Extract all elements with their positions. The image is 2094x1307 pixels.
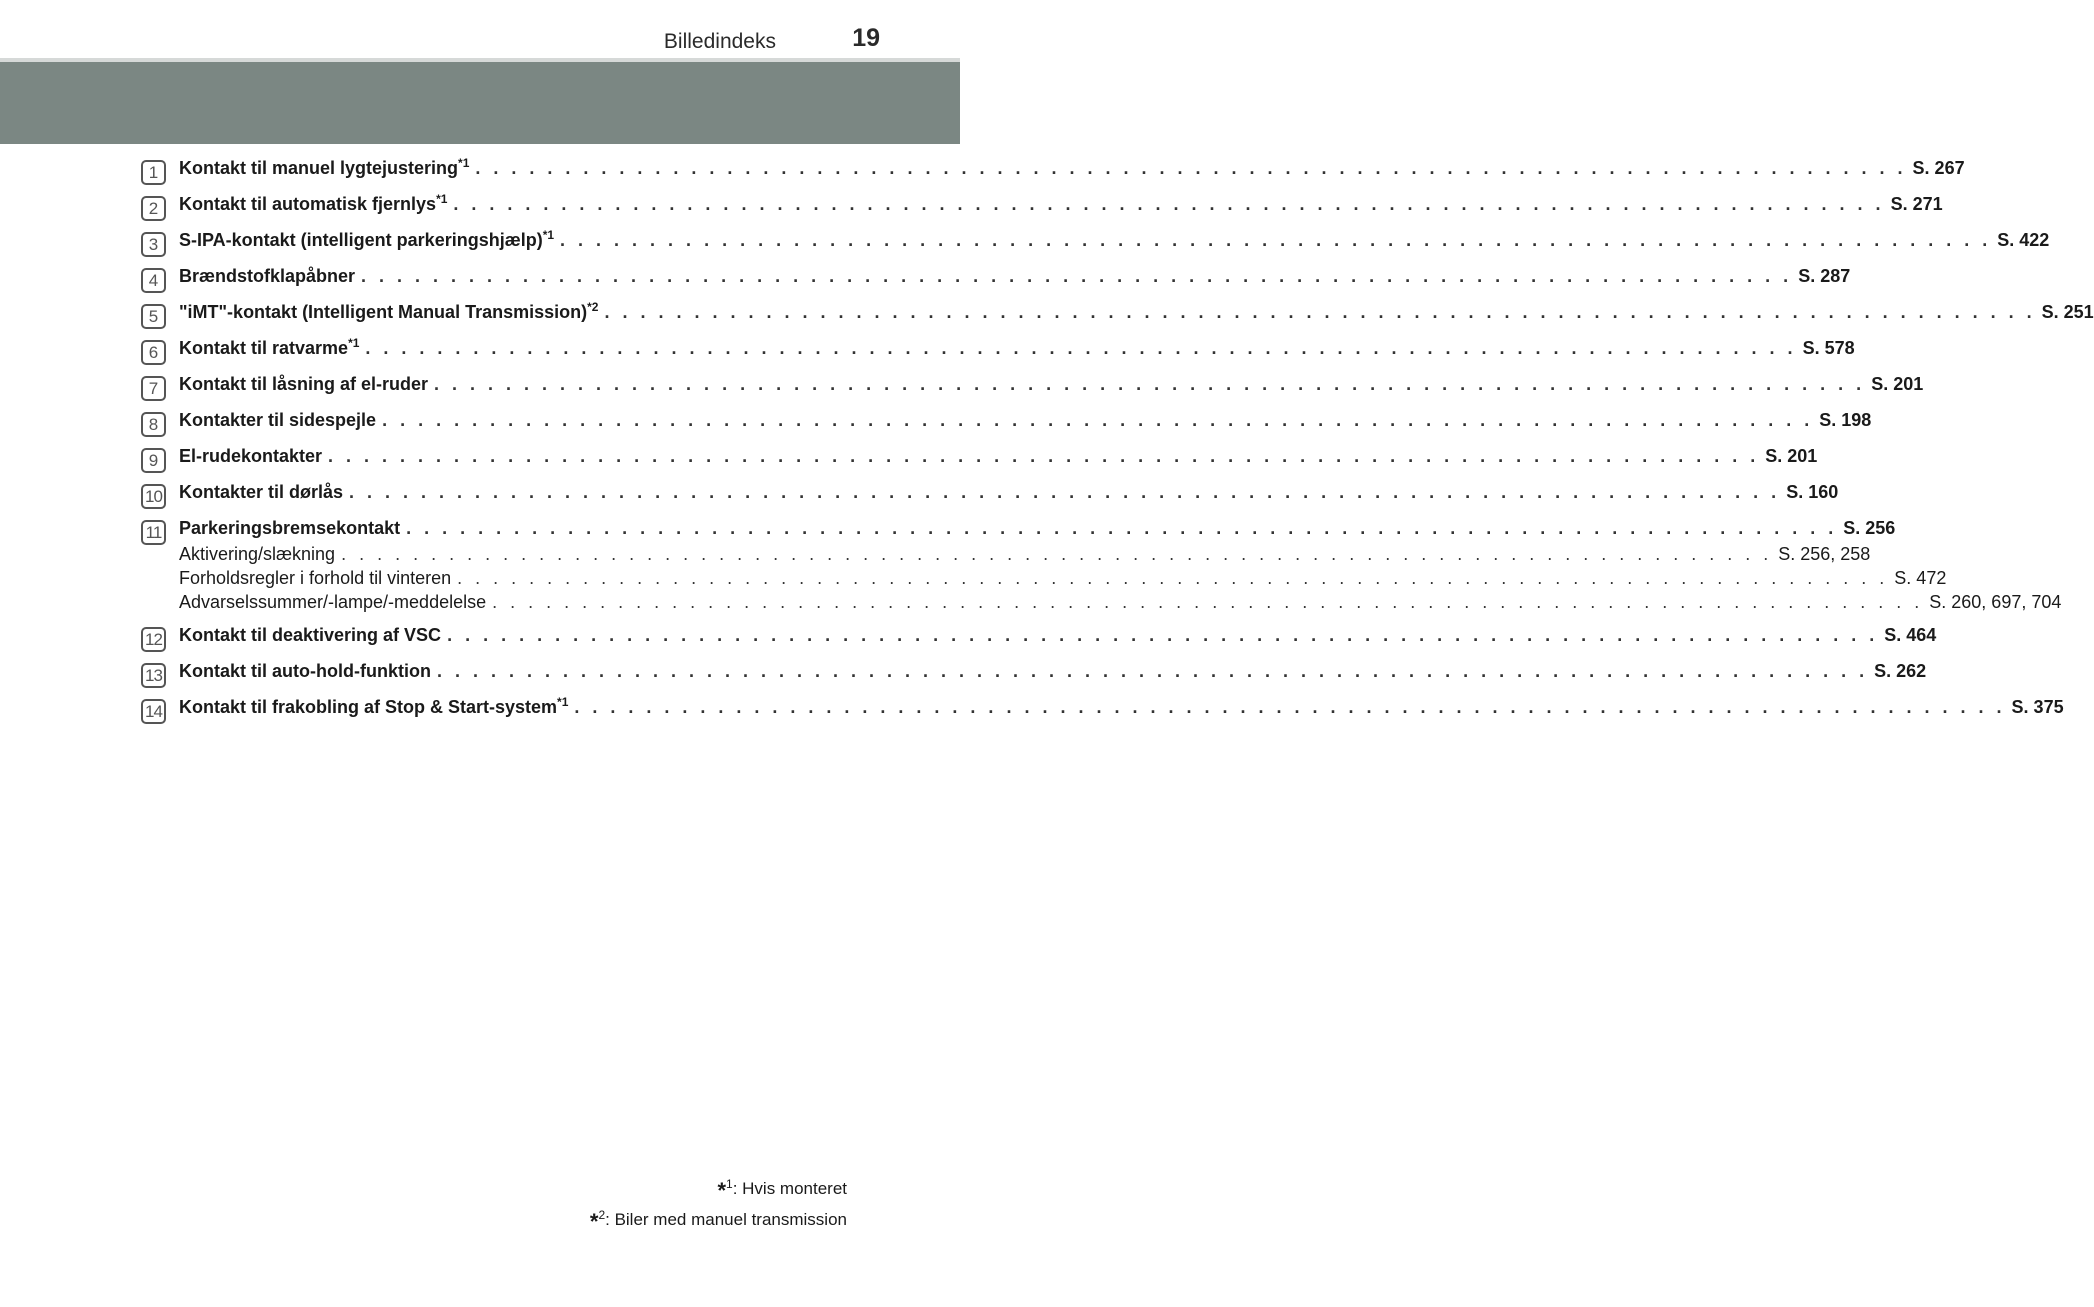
footnote-mark: *1 [542, 228, 555, 242]
dot-leader: . . . . . . . . . . . . . . . . . . . . . . . . . . . . . . . . . . . . . . . . . . . . . . . . . . . . . . . . . . . . . . . . . . . . . . . . . . . . . . . . [492, 592, 1924, 612]
dot-leader: . . . . . . . . . . . . . . . . . . . . . . . . . . . . . . . . . . . . . . . . . . . . . . . . . . . . . . . . . . . . . . . . . . . . . . . . . . . . . . . . [457, 568, 1889, 588]
entry-main-line-label: Kontakt til automatisk fjernlys$^{*1}$ [179, 192, 448, 214]
entry-main-line-label: Brændstofklapåbner [179, 266, 356, 286]
callout-number-badge: 8 [141, 412, 166, 437]
entry-body [179, 156, 1965, 184]
entry-main-line-label: "iMT"-kontakt (Intelligent Manual Transmission)$^{*2}$ [179, 300, 599, 322]
dot-leader: . . . . . . . . . . . . . . . . . . . . . . . . . . . . . . . . . . . . . . . . . . . . . . . . . . . . . . . . . . . . . . . . . . . . . . . . . . . . . . . . [382, 410, 1814, 430]
entry-body [179, 266, 1851, 292]
footnote-number: 2 [598, 1208, 606, 1222]
dot-leader: . . . . . . . . . . . . . . . . . . . . . . . . . . . . . . . . . . . . . . . . . . . . . . . . . . . . . . . . . . . . . . . . . . . . . . . . . . . . . . . . [328, 446, 1760, 466]
entry-body [179, 446, 1818, 472]
footnote-text: : Hvis monteret [732, 1179, 847, 1198]
dot-leader: . . . . . . . . . . . . . . . . . . . . . . . . . . . . . . . . . . . . . . . . . . . . . . . . . . . . . . . . . . . . . . . . . . . . . . . . . . . . . . . . [447, 625, 1879, 645]
entry-main-line [179, 518, 1896, 544]
callout-number-badge: 13 [141, 663, 166, 688]
entry-body [179, 695, 2064, 723]
entry-main-line [179, 374, 1924, 400]
dot-leader: . . . . . . . . . . . . . . . . . . . . . . . . . . . . . . . . . . . . . . . . . . . . . . . . . . . . . . . . . . . . . . . . . . . . . . . . . . . . . . . . [349, 482, 1781, 502]
index-entry [141, 300, 2094, 329]
entry-sub-line-label: Forholdsregler i forhold til vinteren [179, 568, 452, 588]
entry-body [179, 300, 2094, 328]
dot-leader: . . . . . . . . . . . . . . . . . . . . . . . . . . . . . . . . . . . . . . . . . . . . . . . . . . . . . . . . . . . . . . . . . . . . . . . . . . . . . . . . [406, 518, 1838, 538]
footnote-line [590, 1172, 847, 1203]
footnote-star: * [717, 1178, 726, 1203]
index-entry [141, 156, 1965, 185]
entry-main-line-label: Kontakt til manuel lygtejustering$^{*1}$ [179, 156, 470, 178]
dot-leader: . . . . . . . . . . . . . . . . . . . . . . . . . . . . . . . . . . . . . . . . . . . . . . . . . . . . . . . . . . . . . . . . . . . . . . . . . . . . . . . . [604, 302, 2036, 322]
entry-main-line-label: El-rudekontakter [179, 446, 323, 466]
entry-main-line-label: Kontakt til deaktivering af VSC [179, 625, 442, 645]
dot-leader: . . . . . . . . . . . . . . . . . . . . . . . . . . . . . . . . . . . . . . . . . . . . . . . . . . . . . . . . . . . . . . . . . . . . . . . . . . . . . . . . [361, 266, 1793, 286]
index-entry [141, 446, 1818, 473]
index-entry [141, 695, 2064, 724]
entry-main-line [179, 300, 2094, 328]
dot-leader: . . . . . . . . . . . . . . . . . . . . . . . . . . . . . . . . . . . . . . . . . . . . . . . . . . . . . . . . . . . . . . . . . . . . . . . . . . . . . . . . [475, 158, 1907, 178]
entry-main-line-page-ref[interactable]: S. 201 [1871, 374, 1924, 394]
entry-main-line-page-ref[interactable]: S. 198 [1819, 410, 1872, 430]
entry-sub-line-page-ref[interactable]: S. 260, 697, 704 [1929, 592, 2062, 612]
dot-leader: . . . . . . . . . . . . . . . . . . . . . . . . . . . . . . . . . . . . . . . . . . . . . . . . . . . . . . . . . . . . . . . . . . . . . . . . . . . . . . . . [434, 374, 1866, 394]
entry-main-line-label: Kontakt til auto-hold-funktion [179, 661, 431, 681]
callout-number-badge: 4 [141, 268, 166, 293]
illustration-band [0, 62, 960, 144]
index-entry [141, 266, 1851, 293]
dot-leader: . . . . . . . . . . . . . . . . . . . . . . . . . . . . . . . . . . . . . . . . . . . . . . . . . . . . . . . . . . . . . . . . . . . . . . . . . . . . . . . . [560, 230, 1992, 250]
index-entry [141, 374, 1924, 401]
entry-main-line [179, 410, 1872, 436]
index-entry [141, 410, 1872, 437]
footnote-number: 1 [726, 1177, 733, 1191]
entry-body [179, 410, 1872, 436]
entry-main-line [179, 336, 1855, 364]
entry-main-line-label: Kontakt til ratvarme$^{*1}$ [179, 336, 360, 358]
entry-main-line-page-ref[interactable]: S. 422 [1997, 230, 2050, 250]
footnote-text: : Biler med manuel transmission [605, 1210, 847, 1229]
dot-leader: . . . . . . . . . . . . . . . . . . . . . . . . . . . . . . . . . . . . . . . . . . . . . . . . . . . . . . . . . . . . . . . . . . . . . . . . . . . . . . . . [341, 544, 1773, 564]
footnote-star: * [589, 1209, 599, 1234]
entry-main-line-page-ref[interactable]: S. 375 [2011, 697, 2064, 717]
page-number: 19 [852, 24, 880, 52]
entry-sub-line [179, 568, 1947, 592]
entry-main-line-page-ref[interactable]: S. 287 [1798, 266, 1851, 286]
entry-sub-line [179, 544, 1871, 568]
entry-main-line-page-ref[interactable]: S. 256 [1843, 518, 1896, 538]
entry-body [179, 518, 2062, 616]
entry-main-line [179, 228, 2050, 256]
index-entry [141, 518, 2062, 616]
dot-leader: . . . . . . . . . . . . . . . . . . . . . . . . . . . . . . . . . . . . . . . . . . . . . . . . . . . . . . . . . . . . . . . . . . . . . . . . . . . . . . . . [453, 194, 1885, 214]
dot-leader: . . . . . . . . . . . . . . . . . . . . . . . . . . . . . . . . . . . . . . . . . . . . . . . . . . . . . . . . . . . . . . . . . . . . . . . . . . . . . . . . [365, 338, 1797, 358]
entry-main-line-page-ref[interactable]: S. 160 [1786, 482, 1839, 502]
entry-main-line [179, 661, 1927, 687]
footnotes [590, 1172, 847, 1234]
entry-main-line-label: Kontakt til frakobling af Stop & Start-system$^{*1}$ [179, 695, 569, 717]
entry-main-line [179, 156, 1965, 184]
footnote-line [590, 1203, 847, 1234]
index-entry [141, 661, 1927, 688]
section-title: Billedindeks [663, 30, 776, 53]
entry-sub-line-label: Aktivering/slækning [179, 544, 336, 564]
entry-body [179, 661, 1927, 687]
callout-number-badge: 3 [141, 232, 166, 257]
entry-sub-line [179, 592, 2062, 616]
index-entry [141, 482, 1839, 509]
entry-main-line [179, 695, 2064, 723]
footnote-mark: *1 [458, 156, 470, 170]
entry-main-line [179, 482, 1839, 508]
entry-body [179, 482, 1839, 508]
footnote-mark: *2 [587, 300, 599, 314]
picture-index-list [141, 156, 2094, 733]
callout-number-badge: 2 [141, 196, 166, 221]
entry-sub-line-page-ref[interactable]: S. 472 [1894, 568, 1947, 588]
index-entry [141, 228, 2050, 257]
entry-main-line [179, 446, 1818, 472]
entry-main-line [179, 625, 1937, 651]
callout-number-badge: 5 [141, 304, 166, 329]
entry-main-line-label: S-IPA-kontakt (intelligent parkeringshjælp)$^{*1}$ [179, 228, 555, 250]
entry-main-line-page-ref[interactable]: S. 271 [1890, 194, 1943, 214]
callout-number-badge: 11 [141, 520, 166, 545]
callout-number-badge: 10 [141, 484, 166, 509]
entry-main-line-page-ref[interactable]: S. 201 [1765, 446, 1818, 466]
entry-body [179, 336, 1855, 364]
index-entry [141, 336, 1855, 365]
entry-main-line-label: Kontakt til låsning af el-ruder [179, 374, 429, 394]
callout-number-badge: 1 [141, 160, 166, 185]
footnote-mark: *1 [436, 192, 448, 206]
entry-main-line-label: Kontakter til dørlås [179, 482, 344, 502]
entry-main-line [179, 266, 1851, 292]
entry-main-line-page-ref[interactable]: S. 262 [1874, 661, 1927, 681]
dot-leader: . . . . . . . . . . . . . . . . . . . . . . . . . . . . . . . . . . . . . . . . . . . . . . . . . . . . . . . . . . . . . . . . . . . . . . . . . . . . . . . . [574, 697, 2006, 717]
callout-number-badge: 7 [141, 376, 166, 401]
entry-body [179, 228, 2050, 256]
entry-main-line-page-ref[interactable]: S. 267 [1912, 158, 1965, 178]
entry-main-line-label: Kontakter til sidespejle [179, 410, 377, 430]
entry-main-line [179, 192, 1943, 220]
entry-main-line-page-ref[interactable]: S. 464 [1884, 625, 1937, 645]
index-entry [141, 625, 1937, 652]
callout-number-badge: 12 [141, 627, 166, 652]
entry-main-line-page-ref[interactable]: S. 251 [2041, 302, 2094, 322]
callout-number-badge: 6 [141, 340, 166, 365]
entry-main-line-page-ref[interactable]: S. 578 [1802, 338, 1855, 358]
entry-body [179, 374, 1924, 400]
page-header [0, 0, 960, 58]
entry-sub-line-label: Advarselssummer/-lampe/-meddelelse [179, 592, 487, 612]
footnote-mark: *1 [348, 336, 360, 350]
index-entry [141, 192, 1943, 221]
entry-body [179, 625, 1937, 651]
entry-body [179, 192, 1943, 220]
footnote-mark: *1 [557, 695, 569, 709]
callout-number-badge: 14 [141, 699, 166, 724]
callout-number-badge: 9 [141, 448, 166, 473]
entry-main-line-label: Parkeringsbremsekontakt [179, 518, 401, 538]
dot-leader: . . . . . . . . . . . . . . . . . . . . . . . . . . . . . . . . . . . . . . . . . . . . . . . . . . . . . . . . . . . . . . . . . . . . . . . . . . . . . . . . [436, 661, 1869, 681]
entry-sub-line-page-ref[interactable]: S. 256, 258 [1778, 544, 1871, 564]
